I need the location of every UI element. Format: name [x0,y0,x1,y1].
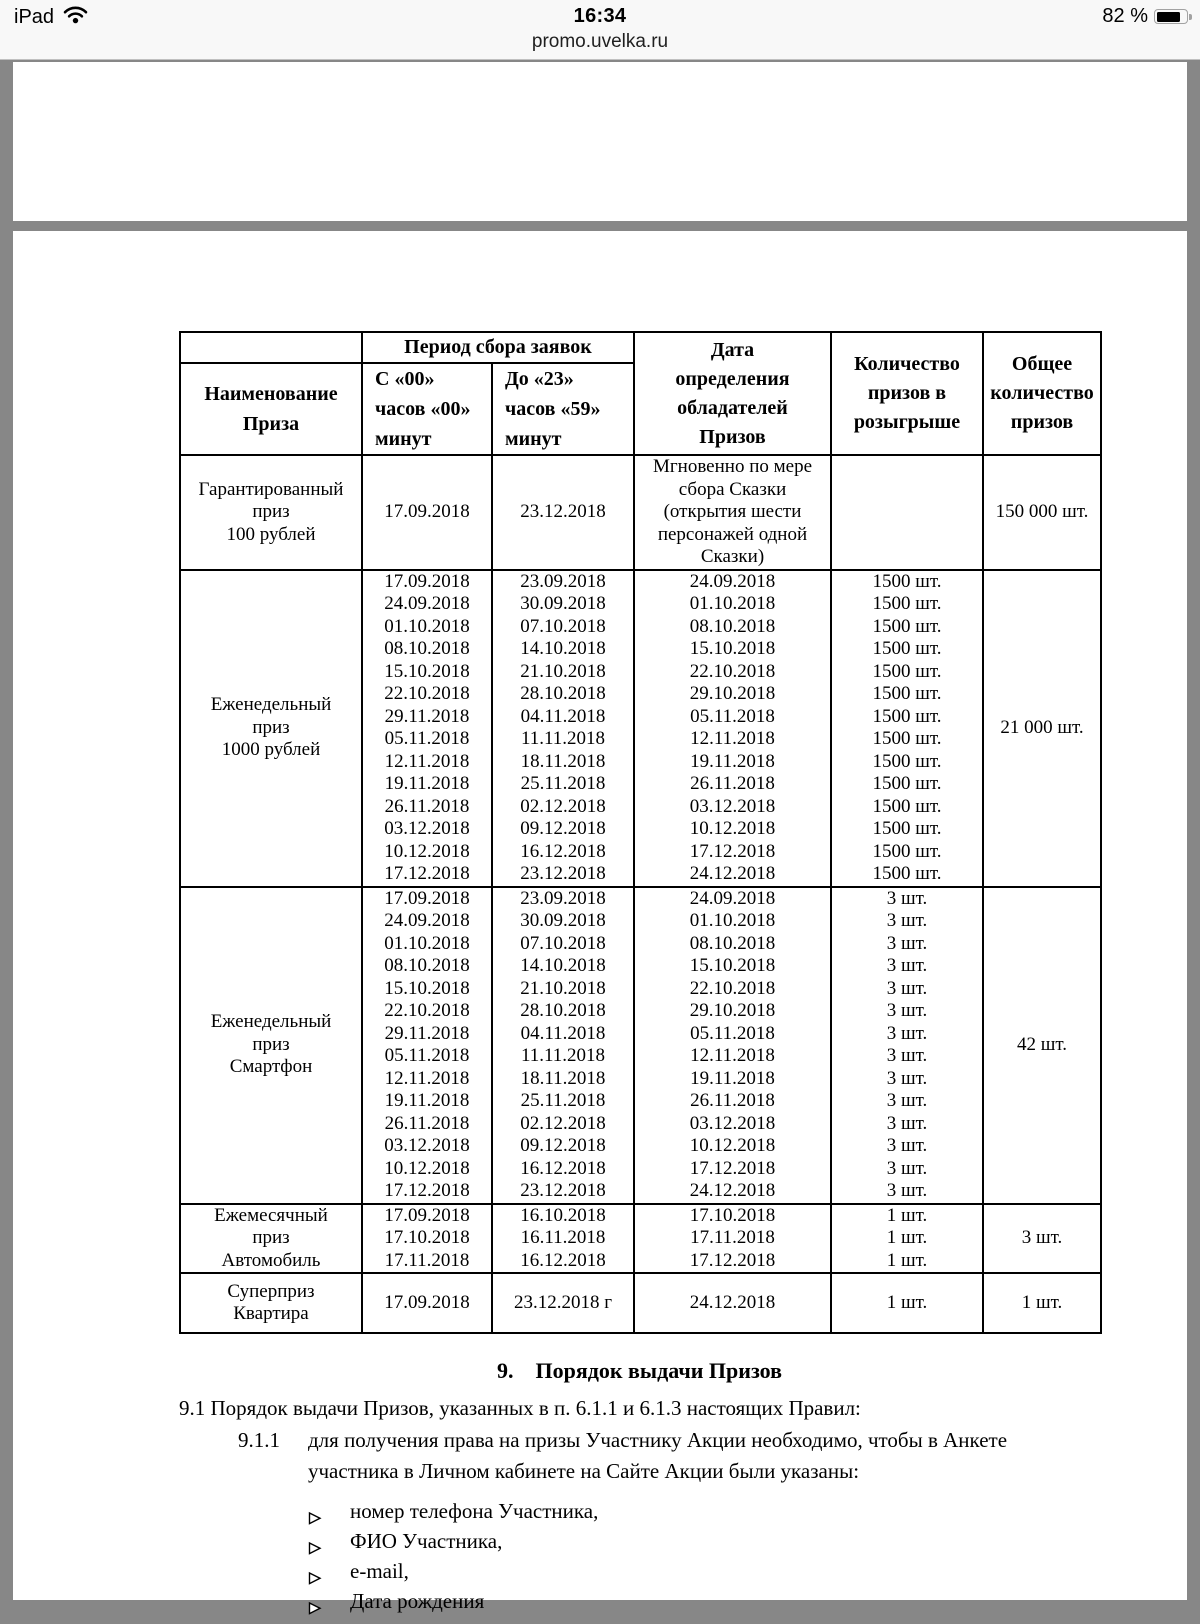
previous-page-bottom [13,62,1187,221]
clause-number: 9.1.1 [238,1428,280,1452]
qty-cell: 1 шт. 1 шт. 1 шт. [831,1204,983,1274]
draw-date-cell: 24.09.2018 01.10.2018 08.10.2018 15.10.2018 22.10.2018 29.10.2018 05.11.2018 12.11.2018 19.11.2018 26.11.2018 03.12.2018 10.12.2018 17.12.2018 24.12.2018 [634,887,831,1204]
draw-date-cell: 24.12.2018 [634,1273,831,1333]
qty-cell [831,455,983,570]
period-to-cell: 23.12.2018 [492,455,634,570]
document-viewport[interactable] [0,60,1200,1613]
requirement-label: Дата рождения [350,1589,485,1613]
draw-date-cell: 17.10.2018 17.11.2018 17.12.2018 [634,1204,831,1274]
prize-table-body [180,455,1101,1333]
status-right [1102,5,1188,28]
total-cell: 1 шт. [983,1273,1101,1333]
status-bar-row [0,3,1200,29]
requirement-item [308,1496,1100,1526]
total-cell: 3 шт. [983,1204,1101,1274]
prize-name-cell: Ежемесячный приз Автомобиль [180,1204,362,1274]
rules-section [179,1354,1100,1616]
draw-date-cell: 24.09.2018 01.10.2018 08.10.2018 15.10.2018 22.10.2018 29.10.2018 05.11.2018 12.11.2018 19.11.2018 26.11.2018 03.12.2018 10.12.2018 17.12.2018 24.12.2018 [634,570,831,887]
period-to-cell: 16.10.2018 16.11.2018 16.12.2018 [492,1204,634,1274]
period-from-cell: 17.09.2018 [362,1273,492,1333]
total-cell: 42 шт. [983,887,1101,1204]
requirement-item [308,1526,1100,1556]
section-title: Порядок выдачи Призов [535,1358,782,1383]
requirements-list [179,1496,1100,1616]
period-from-cell: 17.09.2018 24.09.2018 01.10.2018 08.10.2018 15.10.2018 22.10.2018 29.11.2018 05.11.2018 12.11.2018 19.11.2018 26.11.2018 03.12.2018 10.12.2018 17.12.2018 [362,570,492,887]
total-cell: 21 000 шт. [983,570,1101,887]
empty-corner-cell [180,332,362,363]
prize-table [179,331,1102,1334]
prize-name-cell: Еженедельный приз Смартфон [180,887,362,1204]
battery-percent: 82 % [1102,5,1148,27]
col-header-prize-name: Наименование Приза [180,363,362,455]
col-header-collection-period: Период сбора заявок [362,332,634,363]
clause-9-1: 9.1 Порядок выдачи Призов, указанных в п. 6.1.1 и 6.1.3 настоящих Правил: [179,1396,861,1420]
requirement-item [308,1586,1100,1616]
prize-table-header [180,332,1101,455]
section-heading [179,1354,1100,1388]
battery-icon [1154,9,1188,24]
prize-row-group [180,570,1101,887]
col-header-winner-date: Дата определения обладателей Призов [634,332,831,455]
col-header-qty-total: Общее количество призов [983,332,1101,455]
period-from-cell: 17.09.2018 [362,455,492,570]
period-to-cell: 23.09.2018 30.09.2018 07.10.2018 14.10.2018 21.10.2018 28.10.2018 04.11.2018 11.11.2018 18.11.2018 25.11.2018 02.12.2018 09.12.2018 16.12.2018 23.12.2018 [492,570,634,887]
clock: 16:34 [573,5,627,27]
period-to-cell: 23.09.2018 30.09.2018 07.10.2018 14.10.2018 21.10.2018 28.10.2018 04.11.2018 11.11.2018 18.11.2018 25.11.2018 02.12.2018 09.12.2018 16.12.2018 23.12.2018 [492,887,634,1204]
total-cell: 150 000 шт. [983,455,1101,570]
prize-name-cell: Суперприз Квартира [180,1273,362,1333]
url-bar[interactable]: promo.uvelka.ru [531,31,669,52]
battery-fill [1157,12,1181,22]
col-header-period-from: С «00» часов «00» минут [362,363,492,455]
col-header-period-to: До «23» часов «59» минут [492,363,634,455]
qty-cell: 3 шт. 3 шт. 3 шт. 3 шт. 3 шт. 3 шт. 3 шт. 3 шт. 3 шт. 3 шт. 3 шт. 3 шт. 3 шт. 3 шт. [831,887,983,1204]
qty-cell: 1 шт. [831,1273,983,1333]
prize-row-group [180,455,1101,570]
prize-name-cell: Еженедельный приз 1000 рублей [180,570,362,887]
draw-date-cell: Мгновенно по мере сбора Сказки (открытия шести персонажей одной Сказки) [634,455,831,570]
prize-row-group [180,887,1101,1204]
device-label: iPad [14,6,55,28]
requirement-item [308,1556,1100,1586]
clause-9-1-1 [179,1425,1100,1487]
clause-text: для получения права на призы Участнику Акции необходимо, чтобы в Анкете участника в Личном кабинете на Сайте Акции были указаны: [308,1428,1008,1483]
battery-nub [1189,14,1192,20]
current-page [13,231,1187,1613]
col-header-qty-in-draw: Количество призов в розыгрыше [831,332,983,455]
safari-status-bar [0,0,1200,60]
period-from-cell: 17.09.2018 24.09.2018 01.10.2018 08.10.2018 15.10.2018 22.10.2018 29.11.2018 05.11.2018 12.11.2018 19.11.2018 26.11.2018 03.12.2018 10.12.2018 17.12.2018 [362,887,492,1204]
requirement-label: ФИО Участника, [350,1529,503,1553]
requirement-label: номер телефона Участника, [350,1499,599,1523]
prize-row-group [180,1273,1101,1333]
section-number: 9. [496,1358,514,1383]
prize-row-group [180,1204,1101,1274]
prize-name-cell: Гарантированный приз 100 рублей [180,455,362,570]
period-from-cell: 17.09.2018 17.10.2018 17.11.2018 [362,1204,492,1274]
qty-cell: 1500 шт. 1500 шт. 1500 шт. 1500 шт. 1500 шт. 1500 шт. 1500 шт. 1500 шт. 1500 шт. 1500 шт. 1500 шт. 1500 шт. 1500 шт. 1500 шт. [831,570,983,887]
arrow-bullet-icon [308,1594,322,1624]
period-to-cell: 23.12.2018 г [492,1273,634,1333]
requirement-label: e-mail, [350,1559,409,1583]
